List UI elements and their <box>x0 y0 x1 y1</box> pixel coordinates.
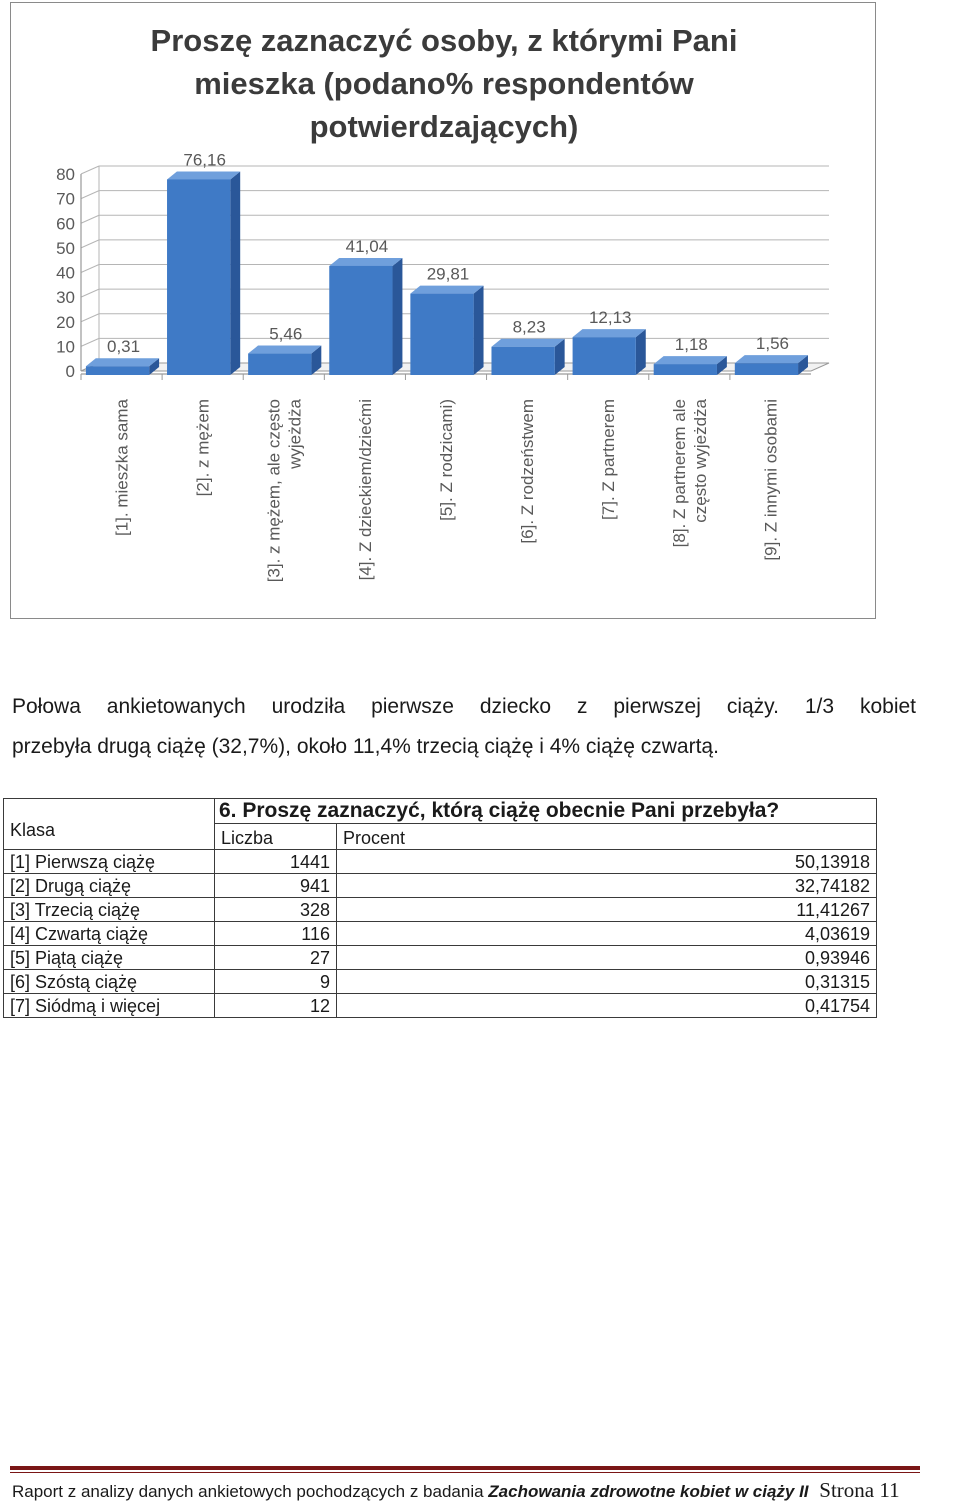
data-label: 1,56 <box>755 334 789 354</box>
x-tick-label: [8]. Z partnerem ale <box>669 399 689 548</box>
x-tick-label: [3]. z mężem, ale często <box>264 399 284 583</box>
bar-top <box>491 339 564 347</box>
table-row <box>4 898 877 922</box>
cell-liczba: 12 <box>215 994 337 1018</box>
x-tick-label: [9]. Z innymi osobami <box>761 399 781 561</box>
y-tick-label: 50 <box>56 238 75 258</box>
y-tick-label: 0 <box>65 362 75 381</box>
y-tick-label: 80 <box>56 165 75 184</box>
cell-liczba: 27 <box>215 946 337 970</box>
data-label: 12,13 <box>588 308 632 328</box>
cell-liczba: 328 <box>215 898 337 922</box>
gridline-depth <box>81 289 99 297</box>
cell-procent: 0,93946 <box>337 946 877 970</box>
bar-side <box>230 171 240 375</box>
bar <box>573 337 636 375</box>
y-tick-label: 10 <box>56 337 75 357</box>
bar <box>410 294 473 375</box>
cell-klasa: [4] Czwartą ciążę <box>4 922 215 946</box>
y-tick-label: 40 <box>56 263 75 283</box>
footer-rule <box>10 1466 920 1470</box>
bar <box>491 347 554 375</box>
bar-top <box>735 355 808 363</box>
y-tick-label: 60 <box>56 214 75 234</box>
table-row <box>4 970 877 994</box>
bar <box>167 179 230 375</box>
page-number: Strona 11 <box>819 1478 900 1502</box>
bar-chart <box>11 3 877 620</box>
bar <box>86 366 149 375</box>
bar-top <box>248 346 321 354</box>
bar-top <box>167 171 240 179</box>
data-label: 1,18 <box>674 335 708 355</box>
bar <box>329 266 392 375</box>
x-tick-label: [7]. Z partnerem <box>599 399 619 520</box>
bar <box>735 363 798 375</box>
x-tick-label: wyjeżdża <box>285 399 305 469</box>
chart-title-line: mieszka (podano% respondentów <box>194 66 694 101</box>
cell-klasa: [5] Piątą ciążę <box>4 946 215 970</box>
x-tick-label: [4]. Z dzieckiem/dziećmi <box>355 399 375 581</box>
bar-top <box>410 286 483 294</box>
data-label: 41,04 <box>345 236 389 256</box>
bar-side <box>393 258 403 375</box>
header-liczba: Liczba <box>215 824 337 850</box>
footer-publication: Zachowania zdrowotne kobiet w ciąży II <box>488 1482 809 1501</box>
y-tick-label: 20 <box>56 312 75 332</box>
gridline-depth <box>81 314 99 322</box>
cell-klasa: [1] Pierwszą ciążę <box>4 850 215 874</box>
table-row <box>4 922 877 946</box>
bar-side <box>636 329 646 375</box>
table-title-row <box>4 799 877 824</box>
bar-top <box>329 258 402 266</box>
cell-procent: 4,03619 <box>337 922 877 946</box>
gridline-depth <box>81 166 99 174</box>
table-title: 6. Proszę zaznaczyć, którą ciążę obecnie Pani przebyła? <box>215 799 877 824</box>
bar-side <box>474 286 484 375</box>
data-label: 76,16 <box>183 150 226 170</box>
x-tick-label: [2]. z mężem <box>193 399 213 497</box>
x-tick-label: [6]. Z rodzeństwem <box>518 399 538 544</box>
table-row <box>4 946 877 970</box>
cell-klasa: [6] Szóstą ciążę <box>4 970 215 994</box>
pregnancy-table <box>3 798 877 1018</box>
x-tick-label: [1]. mieszka sama <box>112 399 132 536</box>
chart-title-line: Proszę zaznaczyć osoby, z którymi Pani <box>150 23 738 58</box>
data-label: 5,46 <box>269 324 303 344</box>
x-tick-label: często wyjeżdża <box>690 399 710 523</box>
cell-procent: 50,13918 <box>337 850 877 874</box>
footer-text: Raport z analizy danych ankietowych pochodzących z badania <box>12 1482 484 1501</box>
cell-procent: 0,41754 <box>337 994 877 1018</box>
data-label: 29,81 <box>426 264 470 284</box>
y-tick-label: 70 <box>56 189 75 209</box>
cell-liczba: 9 <box>215 970 337 994</box>
gridline-depth <box>81 240 99 248</box>
data-label: 8,23 <box>512 317 546 337</box>
cell-procent: 11,41267 <box>337 898 877 922</box>
footer-rule-thin <box>10 1472 920 1473</box>
bar <box>248 354 311 375</box>
gridline-depth <box>81 265 99 273</box>
cell-klasa: [3] Trzecią ciążę <box>4 898 215 922</box>
cell-procent: 32,74182 <box>337 874 877 898</box>
cell-liczba: 1441 <box>215 850 337 874</box>
header-klasa: Klasa <box>4 799 215 850</box>
paragraph-line-1: Połowa ankietowanych urodziła pierwsze dziecko z pierwszej ciąży. 1/3 kobiet <box>12 695 916 718</box>
bar-top <box>86 358 159 366</box>
paragraph-line-2: przebyła drugą ciążę (32,7%), około 11,4% trzecią ciążę i 4% ciążę czwartą. <box>12 735 719 758</box>
chart-frame <box>10 2 876 619</box>
bar-top <box>573 329 646 337</box>
table-row <box>4 850 877 874</box>
header-procent: Procent <box>337 824 877 850</box>
table-row <box>4 874 877 898</box>
cell-procent: 0,31315 <box>337 970 877 994</box>
page-footer <box>12 1478 958 1503</box>
bar-top <box>654 356 727 364</box>
x-tick-label: [5]. Z rodzicami) <box>437 399 456 521</box>
y-tick-label: 30 <box>56 288 75 308</box>
cell-klasa: [7] Siódmą i więcej <box>4 994 215 1018</box>
cell-liczba: 116 <box>215 922 337 946</box>
gridline-depth <box>81 215 99 223</box>
table-row <box>4 994 877 1018</box>
chart-title-line: potwierdzających) <box>309 109 579 144</box>
gridline-depth <box>81 191 99 199</box>
cell-liczba: 941 <box>215 874 337 898</box>
data-label: 0,31 <box>107 337 141 357</box>
bar <box>654 364 717 375</box>
cell-klasa: [2] Drugą ciążę <box>4 874 215 898</box>
gridline-depth <box>81 338 99 346</box>
